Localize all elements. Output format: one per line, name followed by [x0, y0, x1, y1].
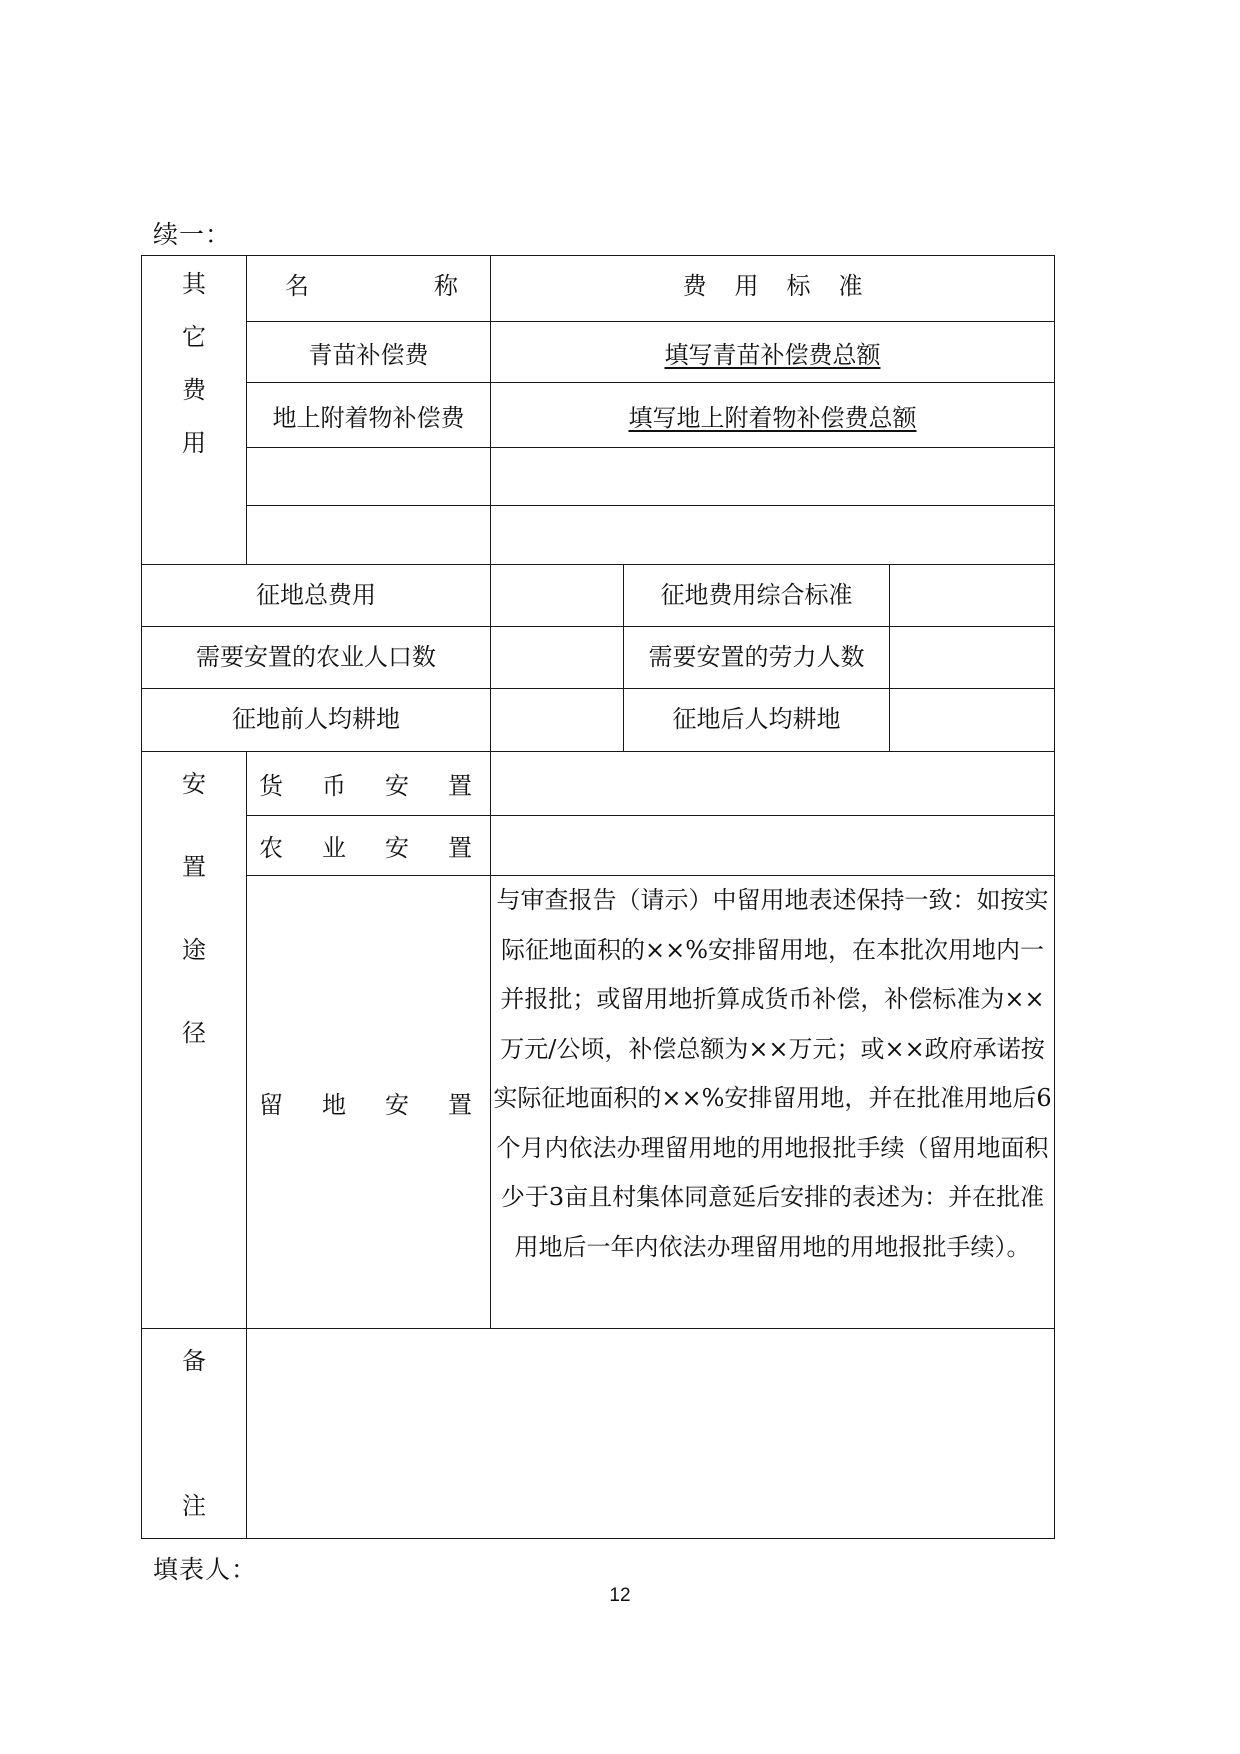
group-char: 用 — [182, 429, 206, 457]
group-char: 它 — [182, 323, 206, 351]
cost-item-name[interactable]: 青苗补偿费 — [247, 322, 491, 383]
cost-item-name[interactable] — [247, 506, 491, 565]
resettlement-method-label: 农 业 安 置 — [247, 816, 491, 876]
summary-label: 征地后人均耕地 — [624, 689, 890, 752]
summary-label: 需要安置的农业人口数 — [142, 627, 491, 689]
group-char: 费 — [182, 376, 206, 404]
resettlement-method-content[interactable] — [491, 752, 1055, 816]
summary-value-field[interactable] — [890, 689, 1055, 752]
land-acquisition-form-table — [141, 255, 1055, 1539]
resettlement-method-label: 货 币 安 置 — [247, 752, 491, 816]
summary-value-field[interactable] — [491, 689, 624, 752]
column-header-standard: 费 用 标 准 — [491, 256, 1055, 322]
summary-label: 征地费用综合标准 — [624, 565, 890, 627]
group-char: 安 — [182, 770, 206, 798]
group-char: 置 — [182, 853, 206, 881]
page-number: 12 — [609, 1585, 631, 1606]
column-header-name: 名 称 — [247, 256, 491, 322]
summary-value-field[interactable] — [890, 627, 1055, 689]
other-costs-group-label — [142, 256, 247, 565]
group-char: 途 — [182, 936, 206, 964]
group-char: 其 — [182, 270, 206, 298]
summary-value-field[interactable] — [491, 627, 624, 689]
continuation-heading: 续一： — [153, 220, 232, 249]
summary-label: 征地总费用 — [142, 565, 491, 627]
cost-item-name[interactable] — [247, 448, 491, 506]
resettlement-group-label — [142, 752, 247, 1329]
resettlement-method-content[interactable] — [491, 816, 1055, 876]
cost-item-standard[interactable]: 填写地上附着物补偿费总额 — [491, 383, 1055, 448]
remarks-field[interactable] — [247, 1329, 1055, 1539]
cost-item-name[interactable]: 地上附着物补偿费 — [247, 383, 491, 448]
summary-value-field[interactable] — [890, 565, 1055, 627]
cost-item-standard[interactable]: 填写青苗补偿费总额 — [491, 322, 1055, 383]
form-filler-label: 填表人： — [153, 1555, 258, 1584]
remarks-label: 备 注 — [142, 1329, 247, 1539]
resettlement-method-label: 留 地 安 置 — [247, 876, 491, 1329]
summary-value-field[interactable] — [491, 565, 624, 627]
summary-label: 需要安置的劳力人数 — [624, 627, 890, 689]
cost-item-standard[interactable] — [491, 448, 1055, 506]
reserved-land-resettlement-text: 与审查报告（请示）中留用地表述保持一致：如按实际征地面积的××%安排留用地，在本批次用地内一并报批；或留用地折算成货币补偿，补偿标准为××万元/公顷，补偿总额为××万元；或××政府承诺按实际征地面积的××%安排留用地，并在批准用地后6个月内依法办理留用地的用地报批手续（留用地面积少于3亩且村集体同意延后安排的表述为：并在批准用地后一年内依法办理留用地的用地报批手续）。 — [491, 876, 1055, 1329]
summary-label: 征地前人均耕地 — [142, 689, 491, 752]
group-char: 径 — [182, 1019, 206, 1047]
cost-item-standard[interactable] — [491, 506, 1055, 565]
